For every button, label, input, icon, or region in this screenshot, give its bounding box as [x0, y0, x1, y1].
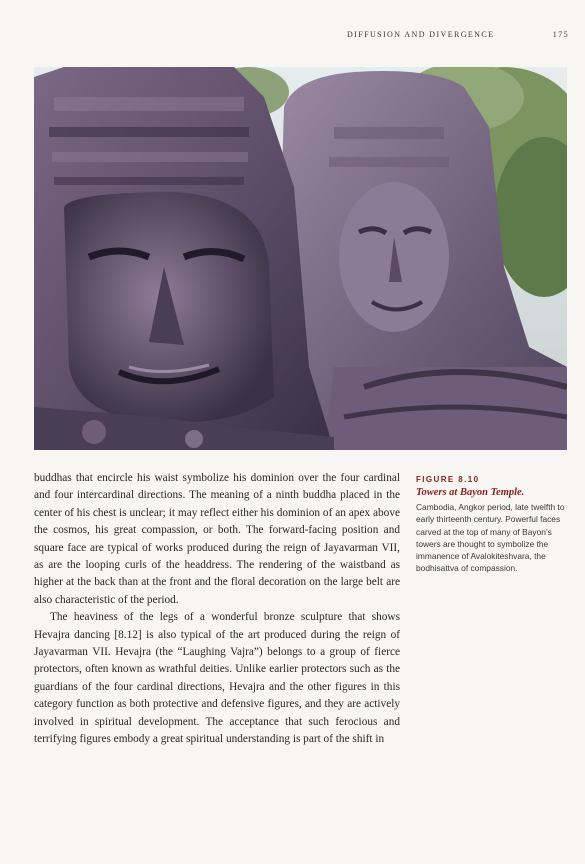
body-text	[34, 470, 400, 749]
bayon-towers-image	[34, 67, 567, 450]
figure-number: FIGURE 8.10	[416, 475, 480, 484]
running-title: DIFFUSION AND DIVERGENCE	[347, 30, 495, 39]
body-paragraph: buddhas that encircle his waist symbolize his dominion over the four cardinal and four intercardinal directions. The meaning of a ninth buddha placed in the center of his chest is unclear; it may reflect either his dominion of an apex above the cosmos, his great compassion, or both. The forward-facing position and square face are typical of works produced during the reign of Jayavarman VII, as are the looping curls of the headdress. The rendering of the waistband as higher at the back than at the front and the floral decoration on the large belt are also characteristic of the period.	[34, 472, 400, 606]
body-paragraph: The heaviness of the legs of a wonderful bronze sculpture that shows Hevajra dancing [8.12] is also typical of the art produced during the reign of Jayavarman VII. Hevajra (the “Laughing Vajra”) belongs to a group of fierce protectors, often known as wrathful deities. Unlike earlier protectors such as the guardians of the four cardinal directions, Hevajra and the other figures in this category function as both protective and defensive figures, and they are actively involved in spiritual development. The acceptance that such ferocious and terrifying figures embody a great spiritual understanding is part of the shift in	[34, 611, 400, 746]
figure-photo	[34, 67, 567, 450]
figure-description: Cambodia, Angkor period, late twelfth to early thirteenth century. Powerful faces carved at the top of many of Bayon’s towers are thought to symbolize the immanence of Avalokiteshvara, the bodhisattva of compassion.	[416, 502, 565, 574]
page-number: 175	[552, 30, 569, 39]
running-head	[347, 30, 569, 39]
figure-title: Towers at Bayon Temple.	[416, 487, 525, 498]
figure-caption	[416, 475, 571, 575]
